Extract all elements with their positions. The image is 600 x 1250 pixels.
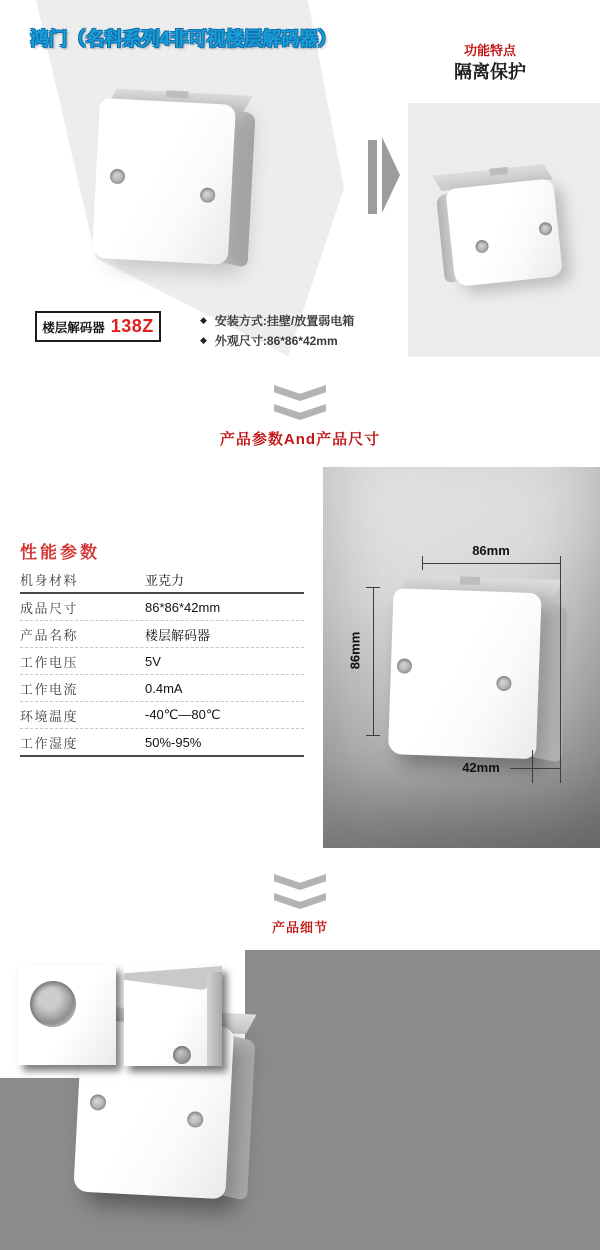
table-row <box>20 566 304 594</box>
model-number: 138Z <box>110 316 154 336</box>
diamond-bullet-icon: ◆ <box>200 314 207 325</box>
dimension-tick <box>532 750 533 783</box>
spec-value: 5V <box>145 653 161 669</box>
dimension-photo-panel <box>323 467 600 848</box>
dimension-tick <box>422 556 423 570</box>
dimension-line-depth <box>510 768 560 769</box>
dimension-tick <box>366 587 380 588</box>
screw-hole <box>173 1046 191 1064</box>
table-row <box>20 621 304 648</box>
dimension-line-width <box>422 563 560 564</box>
spec-value: 0.4mA <box>145 680 183 696</box>
spec-label: 工作电流 <box>20 681 79 697</box>
spec-bullets <box>200 310 354 350</box>
chevron-down-icon <box>274 893 326 909</box>
feature-item: 隔离保护 <box>454 62 526 82</box>
spec-label: 工作电压 <box>20 654 79 670</box>
bullet-text: 安装方式:挂壁/放置弱电箱 <box>214 313 355 328</box>
spec-label: 机身材料 <box>20 572 79 588</box>
spec-value: 楼层解码器 <box>145 627 211 643</box>
specs-table <box>20 566 304 757</box>
dimension-depth-label: 42mm <box>462 760 500 775</box>
specs-heading: 性能参数 <box>20 543 100 562</box>
dimension-tick <box>366 735 380 736</box>
bullet-item <box>200 310 354 330</box>
dimension-extension-line <box>560 563 561 783</box>
device-side-edge <box>207 972 222 1066</box>
table-row <box>20 702 304 729</box>
detail-photo-corner-closeup <box>124 966 222 1066</box>
chevron-down-icon <box>274 385 326 401</box>
table-row <box>20 675 304 702</box>
spec-label: 产品名称 <box>20 627 79 643</box>
bullet-item <box>200 330 354 350</box>
spec-label: 环境温度 <box>20 708 79 724</box>
screw-hole-closeup <box>30 981 76 1027</box>
spec-label: 工作湿度 <box>20 735 79 751</box>
section-label-details: 产品细节 <box>271 920 328 935</box>
feature-photo-panel <box>408 103 600 357</box>
device-front-face <box>388 588 542 759</box>
bullet-text: 外观尺寸:86*86*42mm <box>214 333 338 348</box>
product-photo-main <box>92 86 261 270</box>
table-row <box>20 729 304 757</box>
detail-section <box>0 950 600 1250</box>
model-name: 楼层解码器 <box>42 320 105 335</box>
section-label-params: 产品参数And产品尺寸 <box>219 431 381 448</box>
model-badge <box>35 311 161 342</box>
section-divider-details <box>0 874 600 936</box>
chevron-down-icon <box>274 874 326 890</box>
dimension-height-label: 86mm <box>347 631 363 670</box>
product-photo-feature <box>427 157 572 304</box>
device-notch <box>166 90 188 98</box>
double-chevron-down-icon <box>0 874 600 909</box>
spec-value: 50%-95% <box>145 734 202 750</box>
dimension-line-height <box>373 587 374 735</box>
device-notch <box>460 576 480 585</box>
right-arrow-icon <box>368 140 377 214</box>
product-photo-dimensions <box>382 572 568 762</box>
spec-label: 成品尺寸 <box>20 600 79 616</box>
table-row <box>20 648 304 675</box>
spec-value: 86*86*42mm <box>145 599 221 615</box>
spec-value: 亚克力 <box>145 572 185 588</box>
section-divider-params <box>0 385 600 449</box>
dimension-width-label: 86mm <box>472 543 510 558</box>
diamond-bullet-icon: ◆ <box>200 334 207 345</box>
right-arrow-icon <box>382 137 400 213</box>
feature-heading: 功能特点 <box>463 43 516 58</box>
page-title: 鸿门（名科系列4非可视楼层解码器） <box>30 29 337 50</box>
table-row <box>20 594 304 621</box>
double-chevron-down-icon <box>0 385 600 420</box>
spec-value: -40℃—80℃ <box>145 707 221 722</box>
chevron-down-icon <box>274 404 326 420</box>
detail-photo-hole-closeup <box>18 965 116 1065</box>
